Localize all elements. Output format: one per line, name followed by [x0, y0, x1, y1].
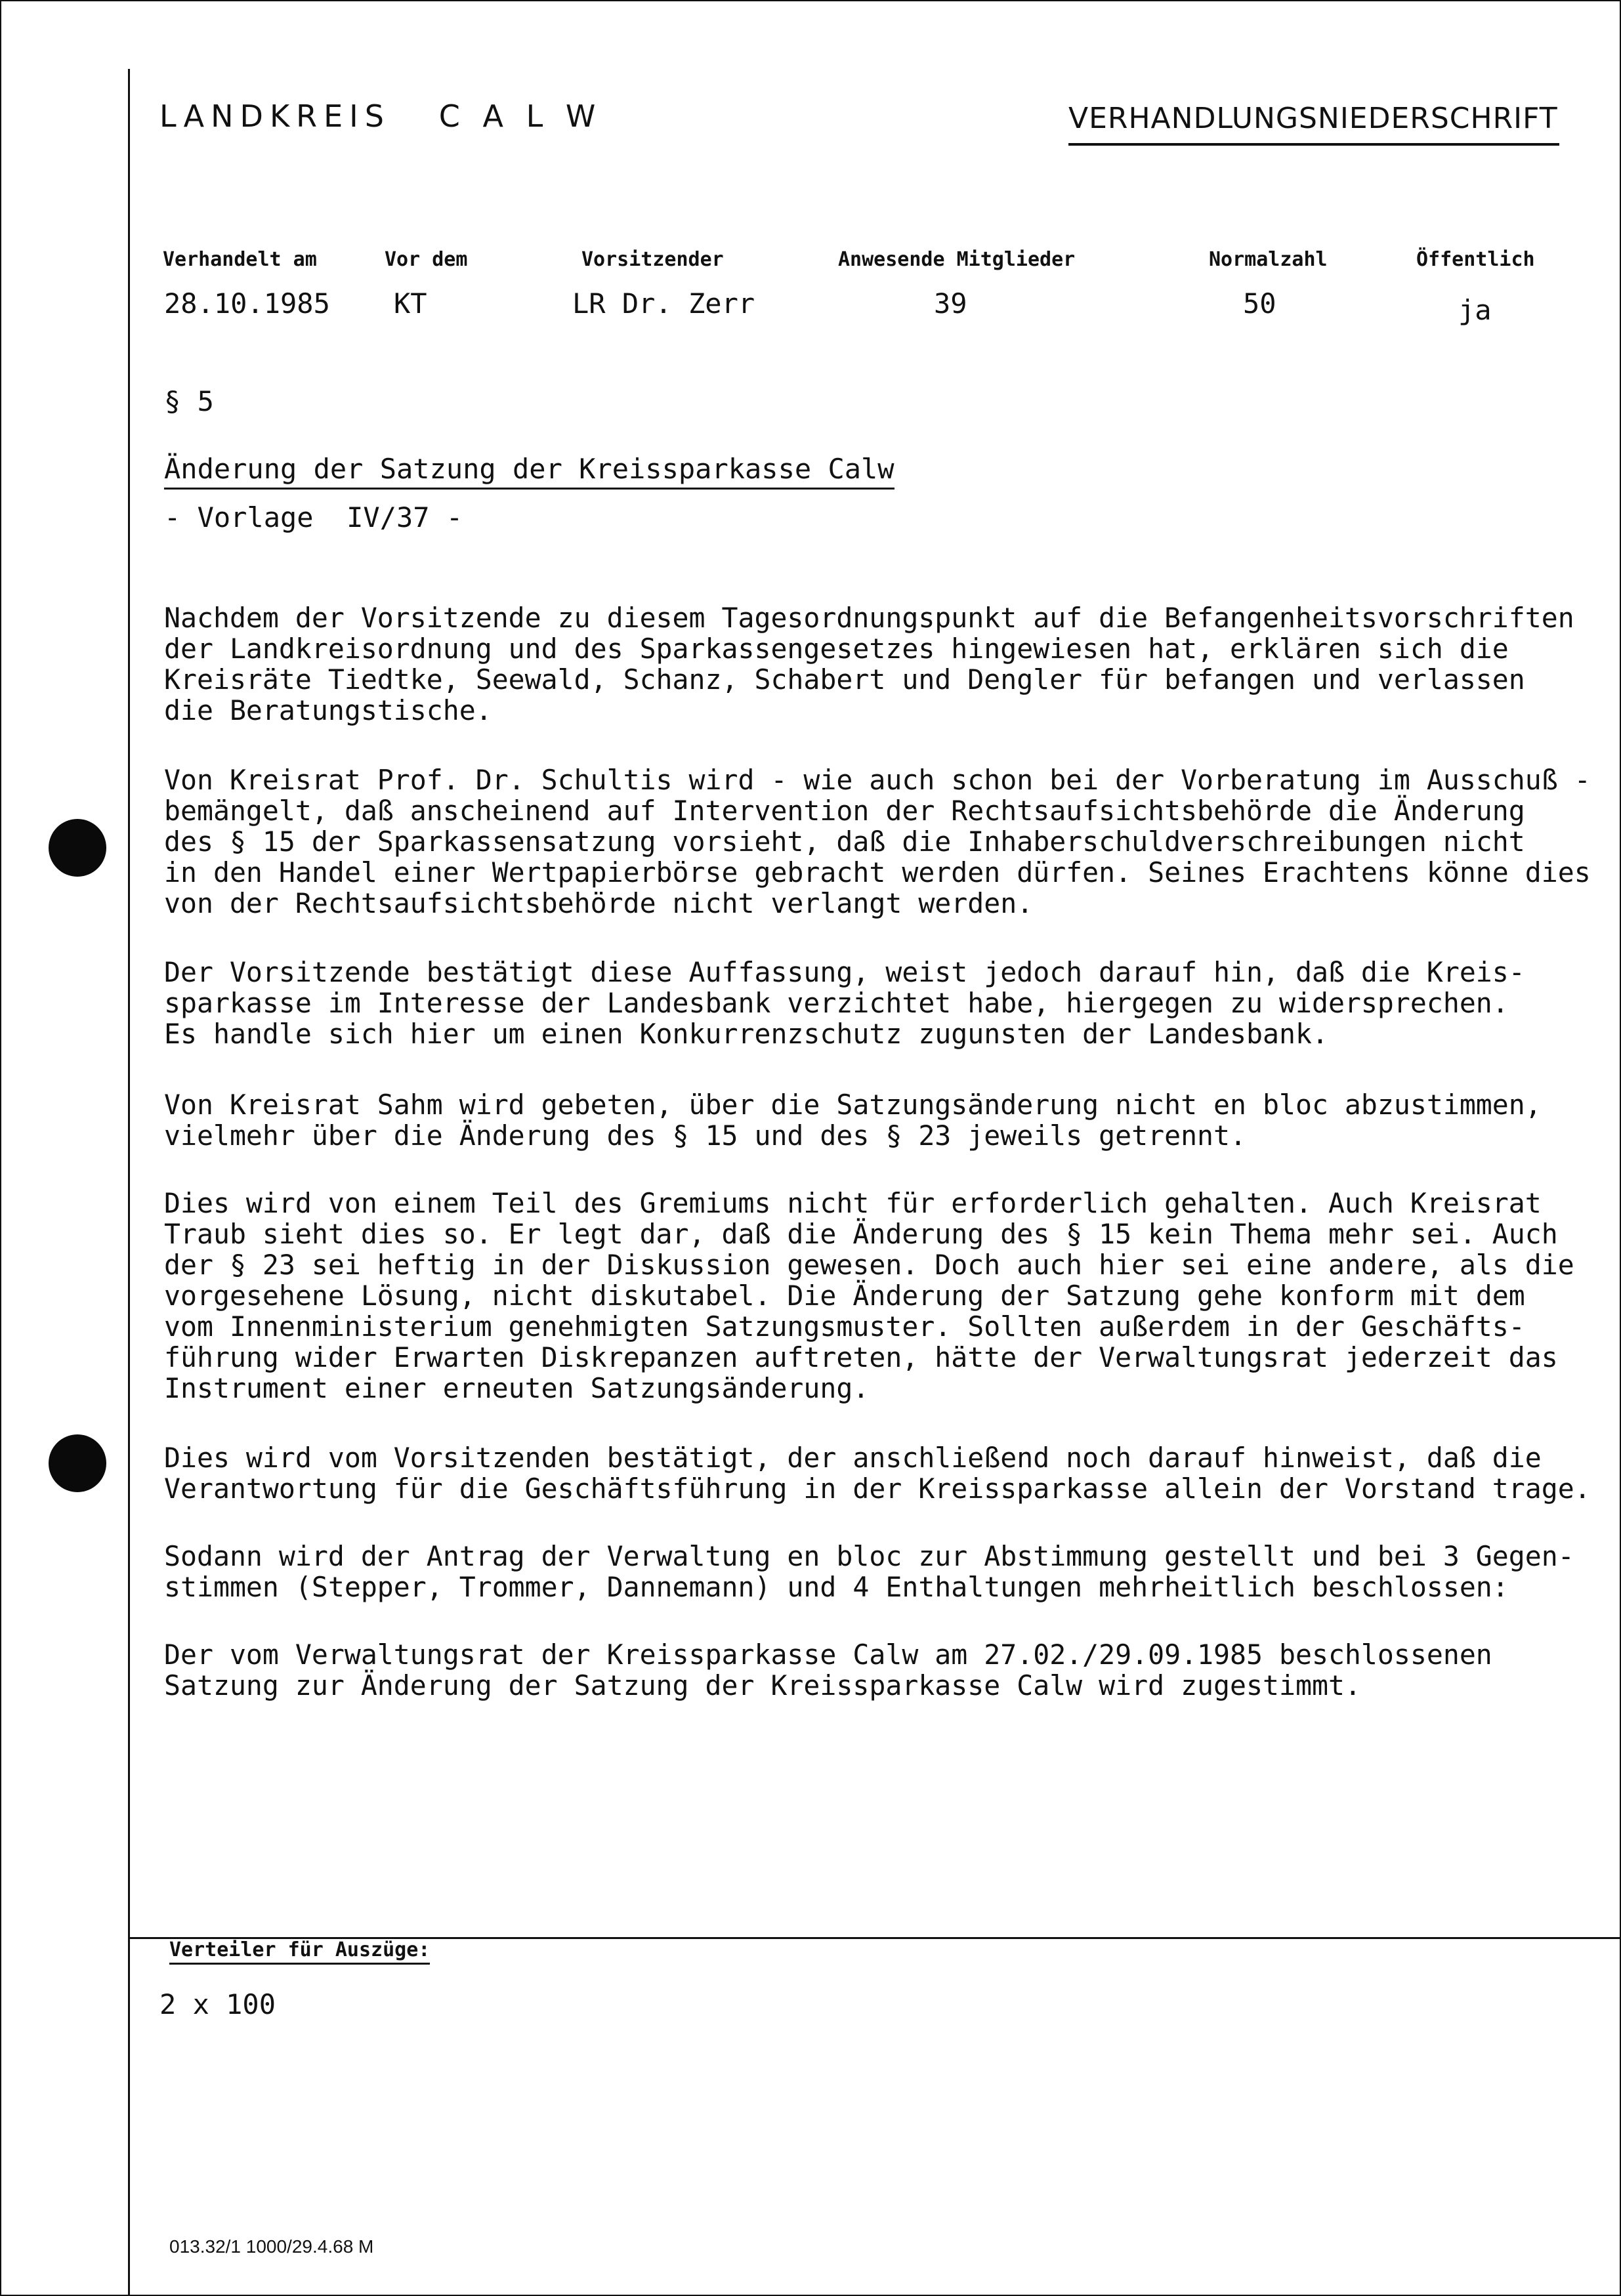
date-label: Verhandelt am [163, 248, 317, 271]
paragraph-line: der Landkreisordnung und des Sparkassengesetzes hingewiesen hat, erklären sich die [164, 633, 1509, 665]
paragraph-line: bemängelt, daß anscheinend auf Intervention der Rechtsaufsichtsbehörde die Änderung [164, 795, 1525, 827]
normal-count-label: Normalzahl [1209, 248, 1328, 271]
paragraph-schultis-objection [164, 764, 1591, 919]
paragraph-resolution [164, 1639, 1588, 1701]
paragraph-line: Nachdem der Vorsitzende zu diesem Tagesordnungspunkt auf die Befangenheitsvorschriften [164, 602, 1574, 634]
paragraph-line: Dies wird von einem Teil des Gremiums nicht für erforderlich gehalten. Auch Kreisrat [164, 1187, 1542, 1219]
paragraph-line: Es handle sich hier um einen Konkurrenzschutz zugunsten der Landesbank. [164, 1018, 1328, 1050]
distribution-value: 2 x 100 [159, 1988, 276, 2020]
paragraph-line: führung wider Erwarten Diskrepanzen auftreten, hätte der Verwaltungsrat jederzeit das [164, 1341, 1558, 1373]
paragraph-line: Verantwortung für die Geschäftsführung in der Kreissparkasse allein der Vorstand trage. [164, 1472, 1591, 1505]
paragraph-line: Instrument einer erneuten Satzungsänderung. [164, 1372, 870, 1404]
paragraph-chair-responsibility [164, 1442, 1591, 1505]
paragraph-line: von der Rechtsaufsichtsbehörde nicht verlangt werden. [164, 887, 1034, 919]
paragraph-line: Satzung zur Änderung der Satzung der Kreissparkasse Calw wird zugestimmt. [164, 1669, 1361, 1701]
paragraph-line: sparkasse im Interesse der Landesbank verzichtet habe, hiergegen zu widersprechen. [164, 987, 1509, 1019]
form-code: 013.32/1 1000/29.4.68 M [169, 2236, 374, 2257]
paragraph-sahm-request [164, 1089, 1588, 1151]
paragraph-line: die Beratungstische. [164, 694, 492, 726]
paragraph-line: Der vom Verwaltungsrat der Kreissparkasse Calw am 27.02./29.09.1985 beschlossenen [164, 1639, 1492, 1671]
paragraph-line: vielmehr über die Änderung des § 15 und des § 23 jeweils getrennt. [164, 1119, 1247, 1152]
chair-value: LR Dr. Zerr [572, 287, 755, 320]
paragraph-line: des § 15 der Sparkassensatzung vorsieht, daß die Inhaberschuldverschreibungen nicht [164, 825, 1525, 858]
present-label: Anwesende Mitglieder [838, 248, 1076, 271]
paragraph-line: in den Handel einer Wertpapierbörse gebracht werden dürfen. Seines Erachtens könne dies [164, 856, 1591, 888]
left-margin-rule [128, 69, 130, 2296]
paragraph-line: vorgesehene Lösung, nicht diskutabel. Die Änderung der Satzung gehe konform mit dem [164, 1280, 1525, 1312]
agenda-title: Änderung der Satzung der Kreissparkasse Calw [164, 453, 895, 490]
paragraph-line: Von Kreisrat Sahm wird gebeten, über die Satzungsänderung nicht en bloc abzustimmen, [164, 1089, 1542, 1121]
paragraph-line: Der Vorsitzende bestätigt diese Auffassung, weist jedoch darauf hin, daß die Kreis- [164, 956, 1525, 988]
paragraph-chair-confirmation [164, 957, 1588, 1049]
paragraph-line: stimmen (Stepper, Trommer, Dannemann) und 4 Enthaltungen mehrheitlich beschlossen: [164, 1571, 1509, 1603]
before-value: KT [394, 287, 427, 320]
agenda-reference: - Vorlage IV/37 - [164, 501, 463, 533]
before-label: Vor dem [385, 248, 468, 271]
paragraph-line: Von Kreisrat Prof. Dr. Schultis wird - wie auch schon bei der Vorberatung im Ausschuß - [164, 764, 1591, 796]
paragraph-line: Kreisräte Tiedtke, Seewald, Schanz, Schabert und Dengler für befangen und verlassen [164, 663, 1525, 696]
paragraph-committee-discussion [164, 1188, 1588, 1404]
distribution-label: Verteiler für Auszüge: [169, 1938, 430, 1965]
punch-hole-bottom [49, 1434, 106, 1492]
document-type-title: VERHANDLUNGSNIEDERSCHRIFT [1068, 102, 1559, 146]
normal-count-value: 50 [1243, 287, 1276, 320]
public-label: Öffentlich [1416, 248, 1535, 271]
present-value: 39 [934, 287, 967, 320]
paragraph-line: der § 23 sei heftig in der Diskussion gewesen. Doch auch hier sei eine andere, als die [164, 1249, 1574, 1281]
date-value: 28.10.1985 [164, 287, 330, 320]
agenda-section-number: § 5 [164, 385, 214, 417]
punch-hole-top [49, 819, 106, 877]
chair-label: Vorsitzender [581, 248, 724, 271]
paragraph-line: Traub sieht dies so. Er legt dar, daß die Änderung des § 15 kein Thema mehr sei. Auch [164, 1218, 1558, 1250]
paragraph-bias-rules [164, 602, 1588, 726]
paragraph-vote [164, 1541, 1588, 1602]
paragraph-line: Sodann wird der Antrag der Verwaltung en bloc zur Abstimmung gestellt und bei 3 Gegen- [164, 1540, 1574, 1572]
paragraph-line: Dies wird vom Vorsitzenden bestätigt, der anschließend noch darauf hinweist, daß die [164, 1442, 1542, 1474]
authority-title: LANDKREIS C A L W [159, 98, 602, 134]
paragraph-line: vom Innenministerium genehmigten Satzungsmuster. Sollten außerdem in der Geschäfts- [164, 1310, 1525, 1343]
public-value: ja [1458, 294, 1492, 326]
